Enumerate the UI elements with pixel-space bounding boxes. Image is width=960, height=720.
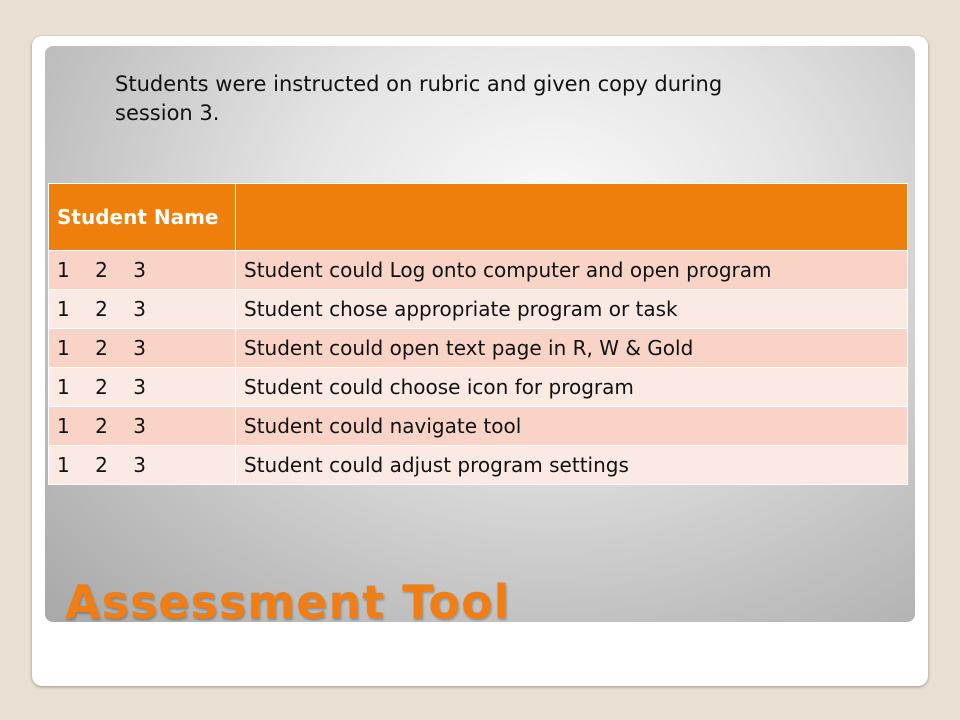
score-cell: 1 2 3 — [49, 446, 236, 485]
intro-text: Students were instructed on rubric and given copy during session 3. — [115, 72, 723, 125]
criterion-cell: Student could Log onto computer and open program — [236, 251, 908, 290]
slide-content — [45, 46, 915, 622]
criterion-cell: Student could adjust program settings — [236, 446, 908, 485]
table-row — [49, 329, 908, 368]
score-cell: 1 2 3 — [49, 290, 236, 329]
slide-title: Assessment Tool — [65, 575, 511, 622]
criterion-cell: Student chose appropriate program or task — [236, 290, 908, 329]
table-row — [49, 407, 908, 446]
criterion-cell: Student could open text page in R, W & Gold — [236, 329, 908, 368]
criterion-cell: Student could navigate tool — [236, 407, 908, 446]
table-row — [49, 446, 908, 485]
rubric-table — [48, 183, 908, 485]
criterion-cell: Student could choose icon for program — [236, 368, 908, 407]
score-cell: 1 2 3 — [49, 368, 236, 407]
table-header-row — [49, 184, 908, 251]
header-criterion — [236, 184, 908, 251]
header-student-name: Student Name — [49, 184, 236, 251]
score-cell: 1 2 3 — [49, 251, 236, 290]
table-row — [49, 368, 908, 407]
score-cell: 1 2 3 — [49, 329, 236, 368]
table-row — [49, 290, 908, 329]
table-row — [49, 251, 908, 290]
score-cell: 1 2 3 — [49, 407, 236, 446]
